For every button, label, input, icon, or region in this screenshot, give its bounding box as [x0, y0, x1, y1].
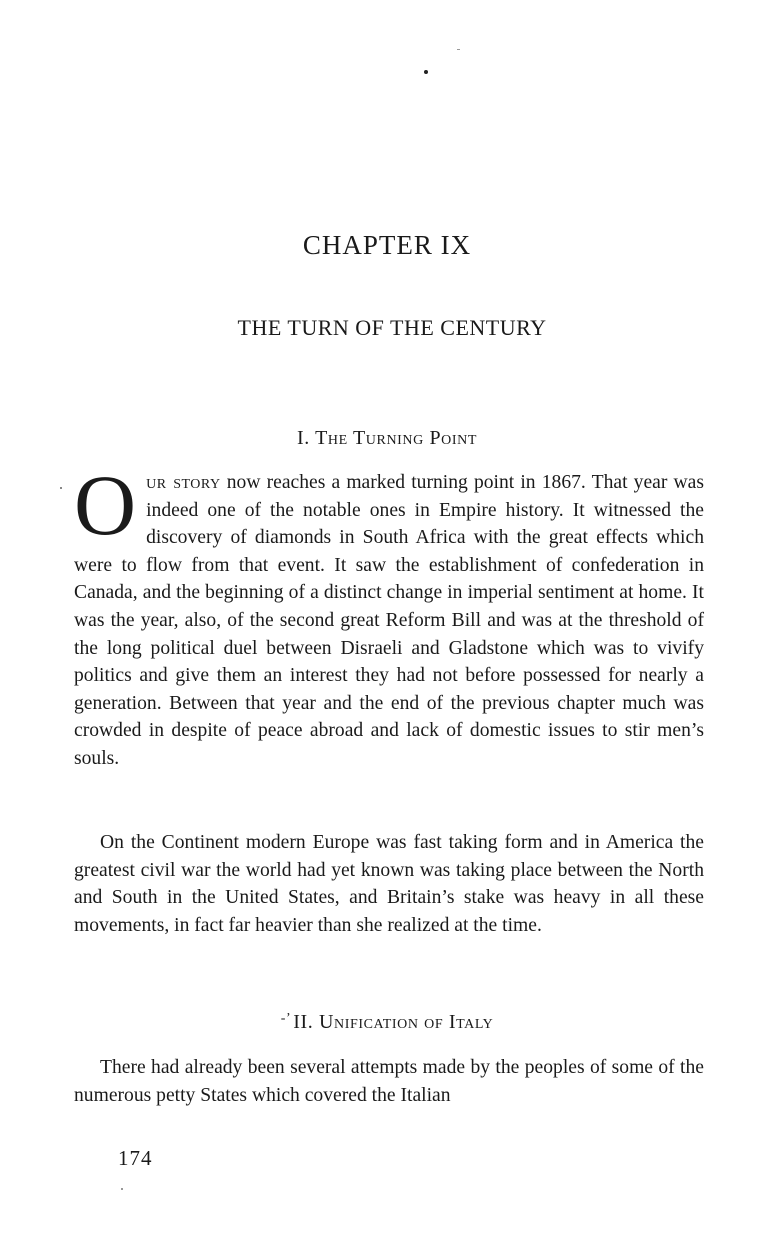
paragraph-text: On the Continent modern Europe was fast taking form and in America the greatest civil war the world had yet known was taking place between the North and South in the United States, and Britain’s stake was heavy in all these movements, in fact far heavier than she realized at the time. [74, 832, 704, 936]
paragraph-text: There had already been several attempts made by the peoples of some of the numerous petty States which covered the Italian [74, 1057, 704, 1106]
paragraph-body: now reaches a marked turning point in 1867. That year was indeed one of the notable ones in Empire history. It witnessed the discovery of diamonds in South Africa with the great effects which were to flow from that event. It saw the establishment of confederation in Canada, and the beginning of a distinct change in imperial sentiment at home. It was the year, also, of the second great Reform Bill and was at the threshold of the long political duel between Disraeli and Gladstone which was to vivify politics and give them an interest they had not before possessed for nearly a generation. Between that year and the end of the previous chapter much was crowded in despite of peace abroad and lack of domestic issues to stir men’s souls. [74, 472, 704, 769]
chapter-title: CHAPTER IX [302, 230, 472, 260]
section-heading-text: I. The Turning Point [296, 427, 478, 449]
section-heading [0, 1011, 774, 1034]
opening-words: ur story [146, 472, 221, 493]
drop-cap: O [74, 457, 137, 553]
speck-mark [121, 1188, 123, 1190]
body-paragraph [74, 829, 704, 939]
page-number: 174 [118, 1146, 153, 1170]
body-paragraph [74, 1054, 704, 1109]
speck-mark [424, 70, 428, 74]
section-mark: -ʼ [280, 1011, 292, 1026]
section-heading [0, 427, 774, 450]
chapter-subtitle: THE TURN OF THE CENTURY [237, 315, 547, 340]
paragraph-text [74, 457, 704, 773]
speck-mark [457, 49, 460, 50]
speck-mark [60, 487, 62, 489]
body-paragraph [74, 457, 704, 773]
section-heading-text: II. Unification of Italy [293, 1011, 494, 1033]
